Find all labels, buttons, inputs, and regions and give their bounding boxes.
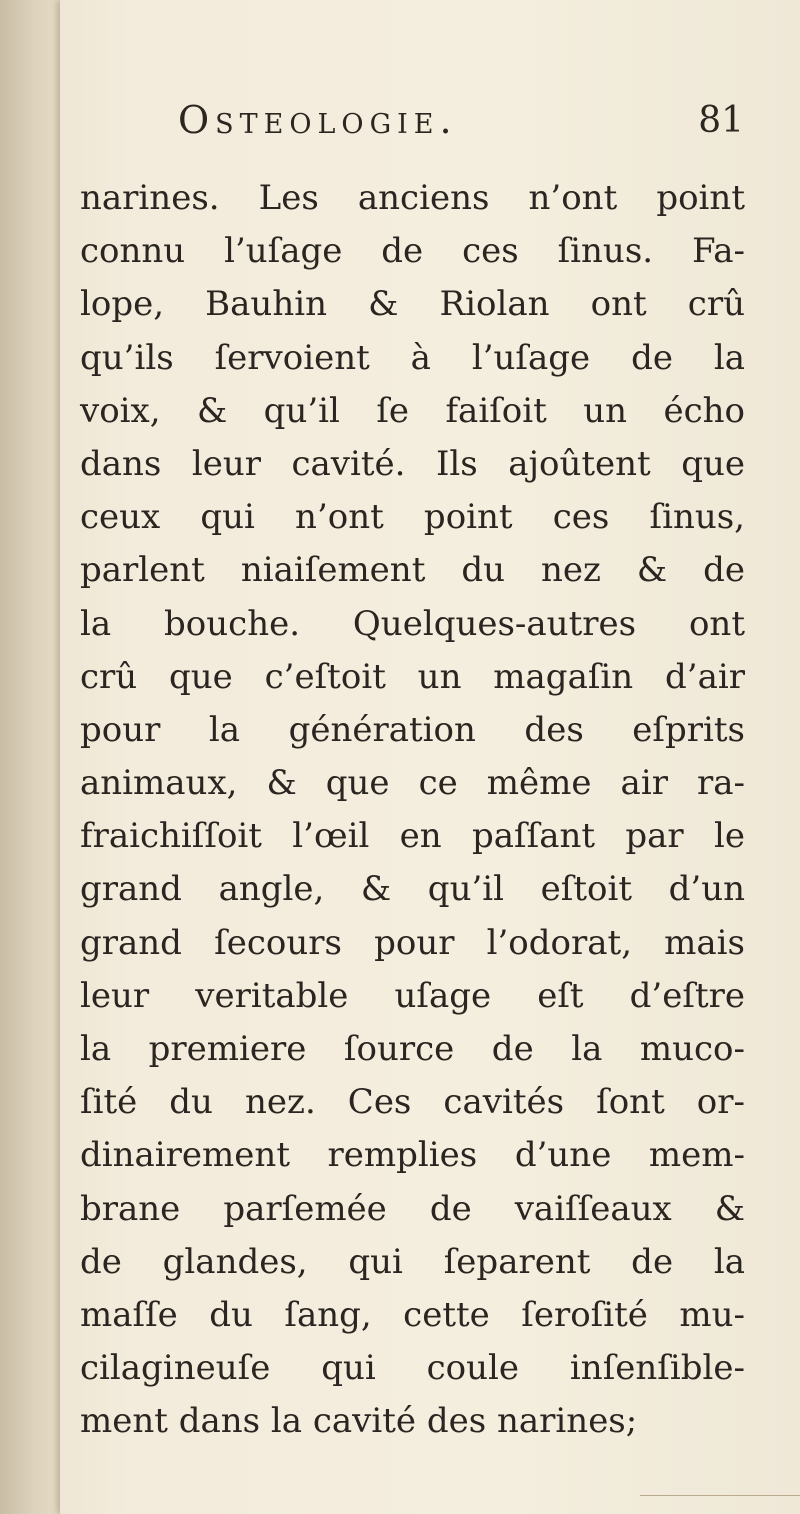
text-line: voix, & qu’il ſe faiſoit un écho <box>80 390 745 431</box>
body-text <box>80 172 745 1449</box>
text-line: ceux qui n’ont point ces ſinus, <box>80 497 745 538</box>
text-line: grand ſecours pour l’odorat, mais <box>80 922 745 963</box>
text-line: qu’ils ſervoient à l’uſage de la <box>80 337 745 378</box>
page-bottom-edge <box>640 1495 800 1496</box>
text-line: lope, Bauhin & Riolan ont crû <box>80 284 745 325</box>
text-line: la bouche. Quelques-autres ont <box>80 603 745 644</box>
text-line: maſſe du ſang, cette ſeroſité mu- <box>80 1294 745 1335</box>
text-line: brane parſemée de vaiſſeaux & <box>80 1188 745 1229</box>
page-number: 81 <box>698 100 744 141</box>
text-line: la premiere ſource de la muco- <box>80 1029 745 1069</box>
text-line: parlent niaiſement du nez & de <box>80 550 745 591</box>
text-line: connu l’uſage de ces ſinus. Fa- <box>80 231 745 272</box>
text-line: pour la génération des eſprits <box>80 709 745 750</box>
text-line: dans leur cavité. Ils ajoûtent que <box>80 443 745 484</box>
binding-edge <box>0 0 62 1514</box>
running-title: Osteologie. <box>178 98 458 142</box>
text-line: crû que c’eſtoit un magaſin d’air <box>80 656 745 697</box>
text-line: grand angle, & qu’il eſtoit d’un <box>80 869 745 910</box>
text-line: ſité du nez. Ces cavités ſont or- <box>80 1082 745 1123</box>
text-line: de glandes, qui ſeparent de la <box>80 1241 745 1282</box>
page-header <box>178 98 768 158</box>
text-line: fraichiſſoit l’œil en paſſant par le <box>80 816 745 857</box>
text-line: animaux, & que ce même air ra- <box>80 763 745 804</box>
text-line: narines. Les anciens n’ont point <box>80 178 745 218</box>
text-line: dinairement remplies d’une mem- <box>80 1135 745 1176</box>
text-line: cilagineuſe qui coule inſenſible- <box>80 1348 745 1389</box>
text-line: ment dans la cavité des narines; <box>80 1401 638 1442</box>
text-line: leur veritable uſage eſt d’eſtre <box>80 975 745 1016</box>
